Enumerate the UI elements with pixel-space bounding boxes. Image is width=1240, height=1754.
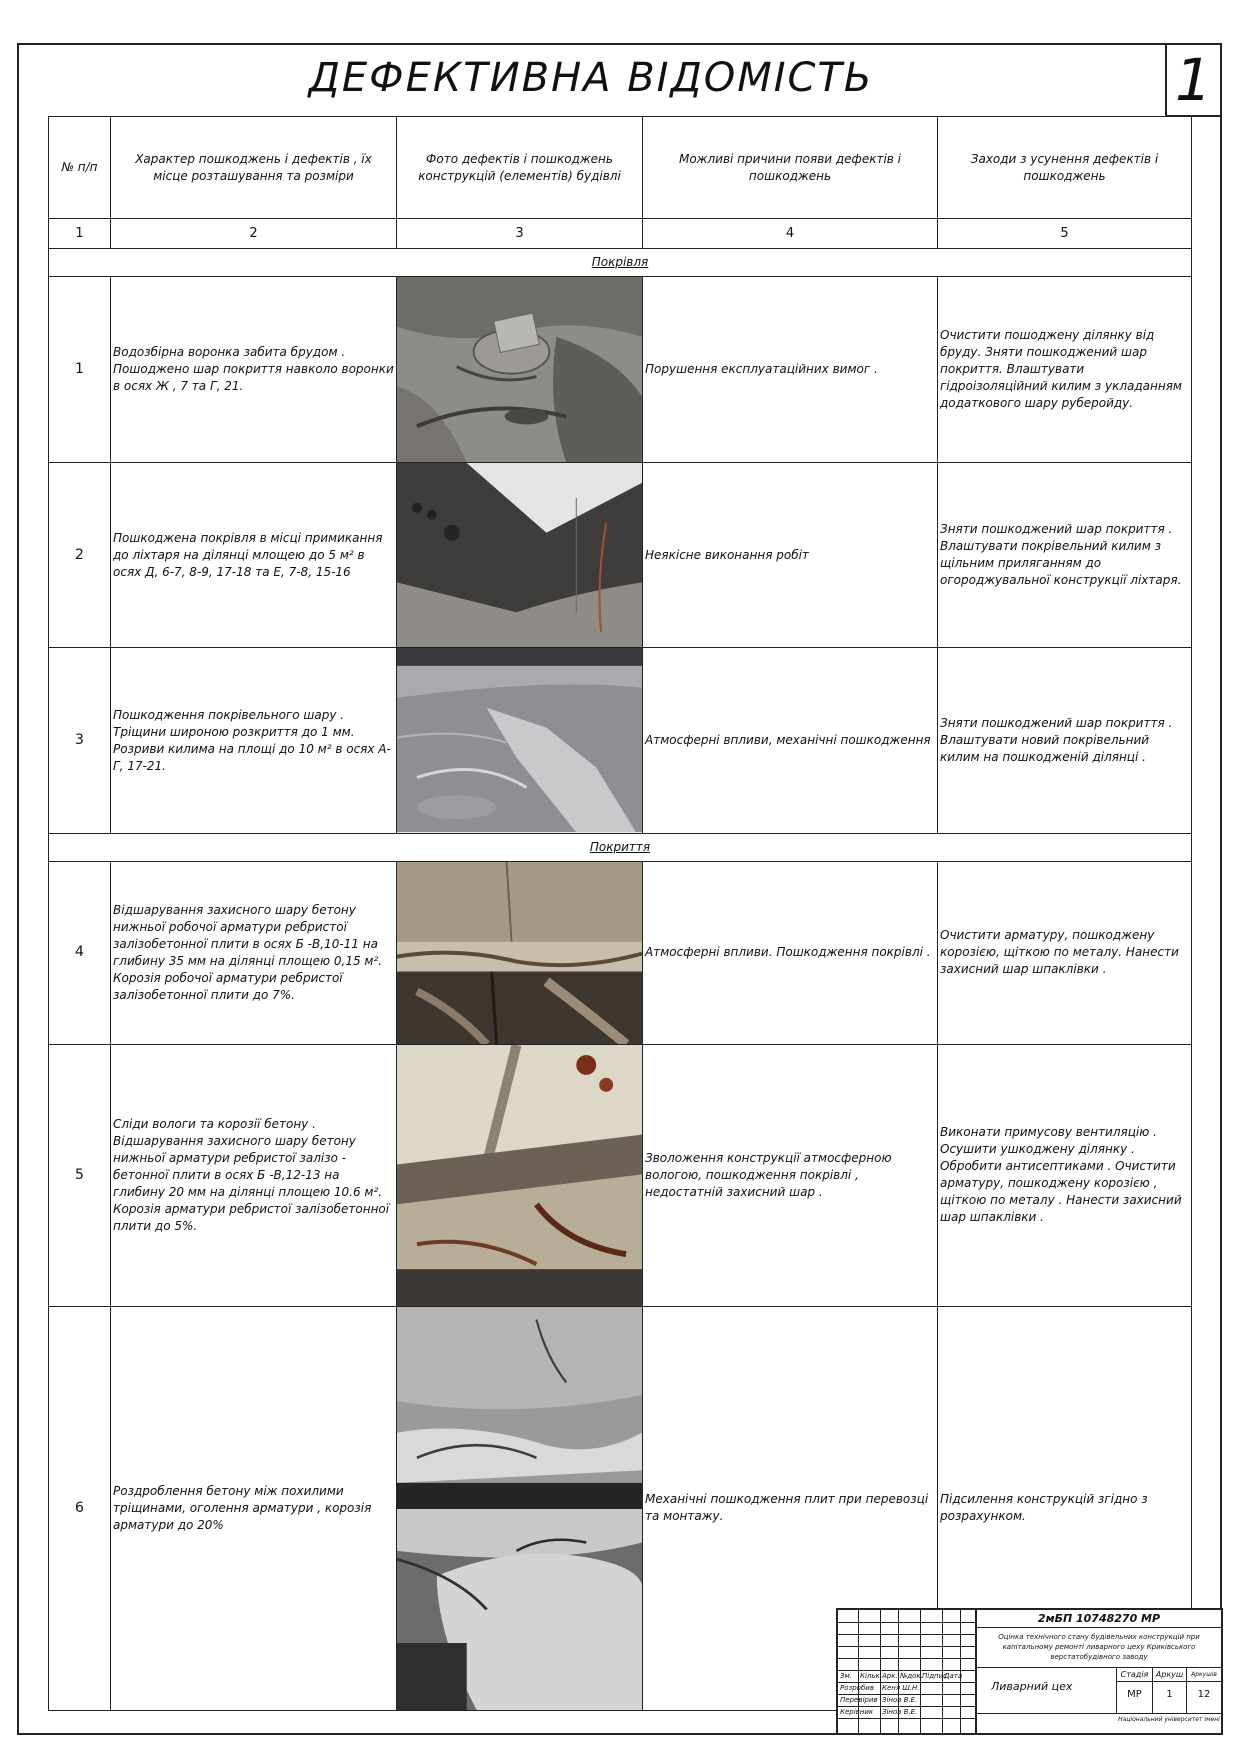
- table-row: [49, 861, 1192, 1044]
- roof-cracks-photo: [397, 648, 643, 833]
- section-row-covering: [49, 833, 1192, 861]
- header-no: № п/п: [49, 117, 111, 219]
- stage-label: Стадія: [1117, 1668, 1152, 1682]
- defect-description: Водозбірна воронка забита брудом . Пошоджено шар покриття навколо воронки в осях Ж , 7 та Г, 21.: [111, 277, 397, 463]
- column-number: 1: [49, 219, 111, 249]
- section-title: Покриття: [589, 839, 651, 854]
- stamp-col-label: Підпис: [922, 1672, 948, 1680]
- project-code: 2мБП 10748270 МР: [977, 1610, 1221, 1628]
- header-cause: Можливі причини появи дефектів і пошкоджень: [643, 117, 938, 219]
- column-number: 4: [643, 219, 938, 249]
- slab-spalling-photo: [397, 861, 643, 1044]
- stamp-col-label: Кільк.: [860, 1672, 882, 1680]
- header-defect: Характер пошкоджень і дефектів , їх місце розташування та розміри: [111, 117, 397, 219]
- defect-cause: Неякісне виконання робіт: [643, 463, 938, 648]
- row-number: 3: [49, 648, 111, 833]
- defect-cause: Порушення експлуатаційних вимог .: [643, 277, 938, 463]
- stamp-col-label: Зм.: [840, 1672, 852, 1680]
- row-number: 6: [49, 1306, 111, 1710]
- sheets-cell: [1187, 1668, 1221, 1714]
- revision-grid: [838, 1610, 977, 1733]
- document-title: ДЕФЕКТИВНА ВІДОМІСТЬ: [308, 55, 874, 101]
- slab-crushed-concrete-photos: [397, 1306, 643, 1710]
- repair-measures: Зняти пошкоджений шар покриття . Влаштувати новий покрівельний килим на пошкодженій ділянці .: [938, 648, 1192, 833]
- stamp-person: Кеня Ш.Н.: [882, 1684, 920, 1692]
- stamp-role: Керівник: [840, 1708, 874, 1716]
- organization-name: Національний університет імені: [1118, 1716, 1220, 1723]
- sheets-label: Аркушів: [1187, 1668, 1221, 1682]
- table-row: [49, 463, 1192, 648]
- defect-table: [48, 116, 1192, 1711]
- roof-skylight-junction-photo: [397, 463, 643, 648]
- stamp-person: Зінов В.Е.: [882, 1708, 918, 1716]
- table-row: [49, 648, 1192, 833]
- stamp-col-label: Дата: [944, 1672, 963, 1680]
- sheet-name: Ливарний цех: [977, 1668, 1117, 1714]
- section-row-roofing: [49, 249, 1192, 277]
- title-block: [836, 1608, 1223, 1735]
- defect-description: Пошкодження покрівельного шару . Тріщини широною розкриття до 1 мм. Розриви килима на площі до 10 м² в осях А-Г, 17-21.: [111, 648, 397, 833]
- sheet-cell: [1153, 1668, 1187, 1714]
- column-number: 2: [111, 219, 397, 249]
- defect-cause: Атмосферні впливи, механічні пошкодження: [643, 648, 938, 833]
- row-number: 2: [49, 463, 111, 648]
- sheet-number: 1: [1165, 45, 1220, 117]
- column-number-row: [49, 219, 1192, 249]
- header-photo: Фото дефектів і пошкоджень конструкцій (елементів) будівлі: [397, 117, 643, 219]
- roof-drain-photo: [397, 277, 643, 463]
- project-description: Оцінка технічного стану будівельних конструкцій при капітальному ремонті ливарного цеху Криківського верстатобудівного заводу: [977, 1628, 1221, 1668]
- header-measures: Заходи з усунення дефектів і пошкоджень: [938, 117, 1192, 219]
- defect-description: Пошкоджена покрівля в місці примикання до ліхтаря на ділянці млощею до 5 м² в осях Д, 6-7, 8-9, 17-18 та Е, 7-8, 15-16: [111, 463, 397, 648]
- row-number: 4: [49, 861, 111, 1044]
- stamp-person: Зінов В.Е.: [882, 1696, 918, 1704]
- slab-moisture-photo: [397, 1044, 643, 1306]
- repair-measures: Виконати примусову вентиляцію . Осушити ушкоджену ділянку . Обробити антисептиками . Очистити арматуру, пошкоджену корозією , щіткою по металу . Нанести захисний шар шпаклівки .: [938, 1044, 1192, 1306]
- defect-cause: Механічні пошкодження плит при перевозці та монтажу.: [643, 1306, 938, 1710]
- stage-value: МР: [1127, 1689, 1142, 1700]
- defect-cause: Зволоження конструкції атмосферною вологою, пошкодження покрівлі , недостатній захисний шар .: [643, 1044, 938, 1306]
- table-row: [49, 1044, 1192, 1306]
- defect-description: Відшарування захисного шару бетону нижньої робочої арматури ребристої залізобетонної плити в осях Б -В,10-11 на глибину 35 мм на ділянці площею 0,15 м². Корозія робочої арматури ребристої залізобетонної плити до 7%.: [111, 861, 397, 1044]
- defect-description: Сліди вологи та корозії бетону . Відшарування захисного шару бетону нижньої арматури ребристої залізо - бетонної плити в осях Б -В,12-13 на глибину 20 мм на ділянці площею 10.6 м². Корозія арматури ребристої залізобетонної плити до 5%.: [111, 1044, 397, 1306]
- stamp-role: Перевірив: [840, 1696, 878, 1704]
- stamp-role: Розробив: [840, 1684, 874, 1692]
- sheets-value: 12: [1197, 1689, 1211, 1700]
- table-header-row: [49, 117, 1192, 219]
- sheet-label: Аркуш: [1153, 1668, 1186, 1682]
- stamp-col-label: №док.: [900, 1672, 923, 1680]
- section-title: Покрівля: [591, 255, 649, 269]
- row-number: 1: [49, 277, 111, 463]
- repair-measures: Очистити арматуру, пошкоджену корозією, щіткою по металу. Нанести захисний шар шпаклівки .: [938, 861, 1192, 1044]
- defect-description: Роздроблення бетону між похилими тріщинами, оголення арматури , корозія арматури до 20%: [111, 1306, 397, 1710]
- repair-measures: Підсилення конструкцій згідно з розрахунком.: [938, 1306, 1192, 1710]
- repair-measures: Очистити пошоджену ділянку від бруду. Зняти пошкоджений шар покриття. Влаштувати гідроізоляційний килим з укладанням додаткового шару руберойду.: [938, 277, 1192, 463]
- stage-cell: [1117, 1668, 1153, 1714]
- repair-measures: Зняти пошкоджений шар покриття . Влаштувати покрівельний килим з щільним приляганням до огороджувальної конструкції ліхтаря.: [938, 463, 1192, 648]
- defect-cause: Атмосферні впливи. Пошкодження покрівлі .: [643, 861, 938, 1044]
- sheet-value: 1: [1166, 1689, 1173, 1700]
- column-number: 5: [938, 219, 1192, 249]
- stamp-col-label: Арк.: [882, 1672, 898, 1680]
- table-row: [49, 277, 1192, 463]
- column-number: 3: [397, 219, 643, 249]
- row-number: 5: [49, 1044, 111, 1306]
